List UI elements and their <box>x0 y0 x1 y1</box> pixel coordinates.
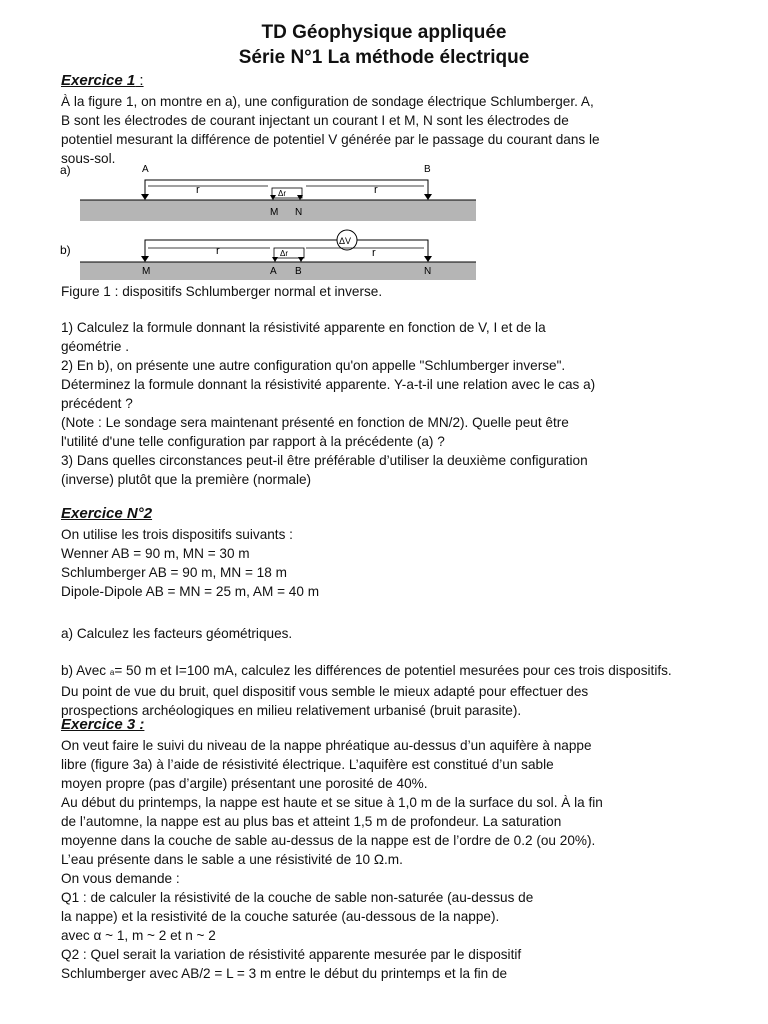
text-line: Wenner AB = 90 m, MN = 30 m <box>61 546 250 561</box>
text-line: géométrie . <box>61 339 130 354</box>
r-right-label-a: r <box>374 184 378 196</box>
text-line: de l’automne, la nappe est au plus bas et atteint 1,5 m de profondeur. La saturation <box>61 814 562 829</box>
exercise-2-setup <box>61 525 741 601</box>
text-line: avec α ~ 1, m ~ 2 et n ~ 2 <box>61 928 216 943</box>
figure-label-a: a) <box>60 163 71 177</box>
electrode-label-A: A <box>142 164 149 175</box>
r-left-label-b: r <box>216 245 220 257</box>
exercise-1-intro <box>61 92 741 168</box>
text-line: Du point de vue du bruit, quel dispositif vous semble le mieux adapté pour effectuer des <box>61 684 589 699</box>
figure-1-schlumberger <box>56 160 480 282</box>
caption-text: Figure 1 : dispositifs Schlumberger normal et inverse. <box>61 284 383 299</box>
text-line: À la figure 1, on montre en a), une configuration de sondage électrique Schlumberger. A, <box>61 94 594 109</box>
electrode-M-marker-b <box>141 256 149 262</box>
electrode-label-N-a: N <box>295 207 303 218</box>
text-line: 3) Dans quelles circonstances peut-il être préférable d’utiliser la deuxième configuration <box>61 453 588 468</box>
qb-subscript: a <box>109 668 115 677</box>
text-line: (Note : Le sondage sera maintenant présenté en fonction de MN/2). Quelle peut être <box>61 415 569 430</box>
dr-box-a <box>272 188 302 198</box>
text-line: L’eau présente dans le sable a une résistivité de 10 Ω.m. <box>61 852 403 867</box>
electrode-A-marker-b <box>272 257 278 262</box>
text-line: Schlumberger avec AB/2 = L = 3 m entre le début du printemps et la fin de <box>61 966 508 981</box>
qb-rest: = 50 m et I=100 mA, calculez les différences de potentiel mesurées pour ces trois dispositifs. <box>114 663 672 678</box>
electrode-label-B-b: B <box>295 266 302 277</box>
electrode-B-marker <box>424 194 432 200</box>
electrode-label-A-b: A <box>270 266 277 277</box>
dr-label-a: Δr <box>278 189 287 198</box>
exercise-1-heading <box>61 72 144 89</box>
exercise-2-question-a <box>61 624 741 643</box>
text-line: Au début du printemps, la nappe est haute et se situe à 1,0 m de la surface du sol. À la fin <box>61 795 603 810</box>
exercise-3-heading: Exercice 3 : <box>61 716 145 733</box>
text-line: On vous demande : <box>61 871 180 886</box>
text-line: Q2 : Quel serait la variation de résistivité apparente mesurée par le dispositif <box>61 947 522 962</box>
exercise-1-heading-text: Exercice 1 <box>61 72 136 89</box>
text-line: Q1 : de calculer la résistivité de la couche de sable non-saturée (au-dessus de <box>61 890 534 905</box>
text-line: la nappe) et la resistivité de la couche saturée (au-dessous de la nappe). <box>61 909 500 924</box>
text-line: précédent ? <box>61 396 133 411</box>
text-line: 2) En b), on présente une autre configuration qu'on appelle "Schlumberger inverse". <box>61 358 566 373</box>
text-line: 1) Calculez la formule donnant la résistivité apparente en fonction de V, I et de la <box>61 320 546 335</box>
electrode-B-marker-b <box>298 257 304 262</box>
ground-b <box>80 262 476 280</box>
figure-label-b: b) <box>60 243 71 257</box>
electrode-label-M-a: M <box>270 207 279 218</box>
text-line: l'utilité d'une telle configuration par rapport à la précédente (a) ? <box>61 434 445 449</box>
text-line: Schlumberger AB = 90 m, MN = 18 m <box>61 565 287 580</box>
potential-circuit-b <box>145 240 337 258</box>
text-line: potentiel mesurant la différence de potentiel V générée par le passage du courant dans le <box>61 132 600 147</box>
text-line: (inverse) plutôt que la première (normale) <box>61 472 312 487</box>
text-line: moyen propre (pas d’argile) présentant une porosité de 40%. <box>61 776 428 791</box>
text-line: libre (figure 3a) à l’aide de résistivité électrique. L’aquifère est constitué d’un sable <box>61 757 554 772</box>
dr-label-b: Δr <box>280 249 289 258</box>
text-line: Déterminez la formule donnant la résistivité apparente. Y-a-t-il une relation avec le cas a) <box>61 377 596 392</box>
text-line: sous-sol. <box>61 151 116 166</box>
exercise-3-body <box>61 736 741 983</box>
dv-label-b: ΔV <box>339 236 352 246</box>
text-line: a) Calculez les facteurs géométriques. <box>61 626 293 641</box>
electrode-N-marker-b <box>424 256 432 262</box>
qb-prefix: b) Avec <box>61 663 110 678</box>
r-right-label-b: r <box>372 247 376 259</box>
document-subtitle: Série N°1 La méthode électrique <box>238 47 530 68</box>
electrode-label-N-b: N <box>424 266 432 277</box>
dr-box-b <box>274 248 304 258</box>
text-line: prospections archéologiques en milieu relativement urbanisé (bruit parasite). <box>61 703 522 718</box>
electrode-label-B: B <box>424 164 431 175</box>
r-left-label-a: r <box>196 184 200 196</box>
text-line: On veut faire le suivi du niveau de la nappe phréatique au-dessus d’un aquifère à nappe <box>61 738 592 753</box>
text-line <box>61 661 741 682</box>
text-line: On utilise les trois dispositifs suivants : <box>61 527 293 542</box>
exercise-1-heading-colon: : <box>135 72 144 89</box>
electrode-A-marker <box>141 194 149 200</box>
text-line: B sont les électrodes de courant injectant un courant I et M, N sont les électrodes de <box>61 113 569 128</box>
document-title: TD Géophysique appliquée <box>261 22 507 43</box>
text-line: Dipole-Dipole AB = MN = 25 m, AM = 40 m <box>61 584 320 599</box>
potential-circuit-b-right <box>357 240 428 258</box>
exercise-2-heading: Exercice N°2 <box>61 505 153 522</box>
exercise-2-question-b <box>61 661 741 720</box>
figure-1-caption <box>61 282 741 301</box>
electrode-label-M-b: M <box>142 266 151 277</box>
exercise-1-questions <box>61 318 741 489</box>
text-line: moyenne dans la couche de sable au-dessus de la nappe est de l’ordre de 0.2 (ou 20%). <box>61 833 596 848</box>
